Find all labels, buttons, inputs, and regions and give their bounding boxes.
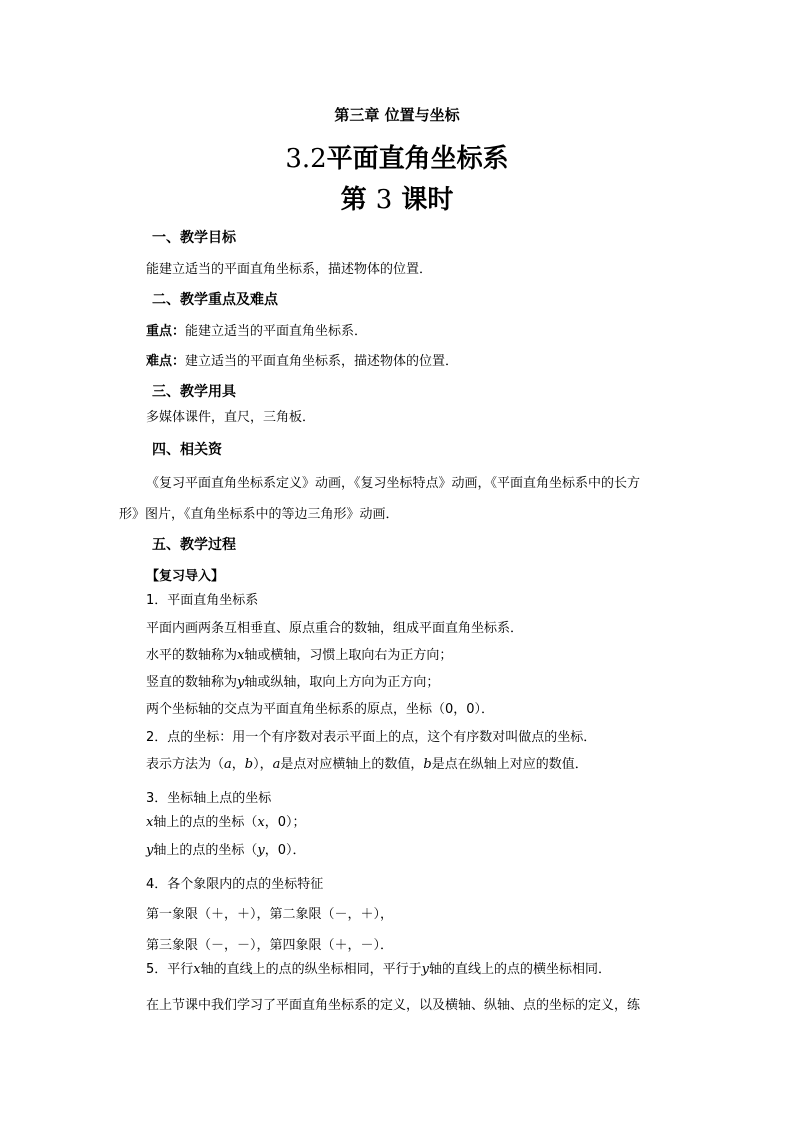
lesson-prefix: 第	[340, 185, 367, 215]
section-heading-resources: 四、相关资	[152, 442, 222, 458]
review-heading: 【复习导入】	[146, 569, 225, 584]
item-1-line-1: 平面内画两条互相垂直、原点重合的数轴，组成平面直角坐标系．	[146, 621, 524, 636]
variable-x: x	[237, 648, 245, 663]
section-heading-tools: 三、教学用具	[152, 384, 236, 400]
chapter-title: 第三章 位置与坐标	[334, 106, 460, 124]
item-3-line-2: y轴上的点的坐标（y，0）．	[146, 843, 306, 858]
item-5-line: 5．平行x轴的直线上的点的纵坐标相同，平行于y轴的直线上的点的横坐标相同．	[146, 962, 612, 977]
page-title	[0, 143, 794, 175]
item-1-title: 1．平面直角坐标系	[146, 593, 259, 608]
item-4-line-1: 第一象限（＋，＋），第二象限（－，＋），	[146, 907, 394, 922]
tools-text: 多媒体课件，直尺，三角板．	[146, 410, 316, 425]
resources-line-2: 形》图片，《直角坐标系中的等边三角形》动画．	[119, 507, 399, 522]
difficulty-text: 建立适当的平面直角坐标系，描述物体的位置．	[185, 354, 459, 369]
difficulty-line	[146, 353, 458, 371]
lesson-number: 3	[375, 185, 393, 215]
item-1-line-2: 水平的数轴称为x轴或横轴，习惯上取向右为正方向；	[146, 648, 453, 663]
lesson-suffix: 课时	[401, 185, 454, 215]
objectives-text: 能建立适当的平面直角坐标系，描述物体的位置．	[146, 262, 433, 277]
title-text: 平面直角坐标系	[326, 144, 509, 174]
key-point-text: 能建立适当的平面直角坐标系．	[185, 324, 368, 339]
section-heading-key-points: 二、教学重点及难点	[152, 292, 278, 308]
item-4-title: 4．各个象限内的点的坐标特征	[146, 877, 324, 892]
item-3-line-1: x轴上的点的坐标（x，0）；	[146, 815, 306, 830]
item-1-line-3: 竖直的数轴称为y轴或纵轴，取向上方向为正方向；	[146, 675, 440, 690]
item-1-line-4: 两个坐标轴的交点为平面直角坐标系的原点，坐标（0，0）．	[146, 702, 495, 717]
resources-line-1: 《复习平面直角坐标系定义》动画，《复习坐标特点》动画，《平面直角坐标系中的长方	[146, 476, 641, 491]
closing-paragraph: 在上节课中我们学习了平面直角坐标系的定义，以及横轴、纵轴、点的坐标的定义，练	[146, 998, 641, 1013]
section-heading-objectives: 一、教学目标	[152, 230, 236, 246]
variable-y: y	[237, 675, 245, 690]
key-point-label: 重点：	[146, 324, 186, 339]
key-point-line	[146, 323, 367, 341]
item-4-line-2: 第三象限（－，－），第四象限（＋，－）．	[146, 938, 394, 953]
difficulty-label: 难点：	[146, 354, 186, 369]
item-3-title: 3．坐标轴上点的坐标	[146, 791, 272, 806]
item-2-line-1: 2．点的坐标：用一个有序数对表示平面上的点，这个有序数对叫做点的坐标．	[146, 730, 597, 745]
item-2-line-2: 表示方法为（a，b），a是点对应横轴上的数值，b是点在纵轴上对应的数值．	[146, 757, 588, 772]
section-heading-process: 五、教学过程	[152, 537, 236, 553]
title-number: 3.2	[285, 144, 327, 174]
lesson-title	[0, 184, 794, 216]
